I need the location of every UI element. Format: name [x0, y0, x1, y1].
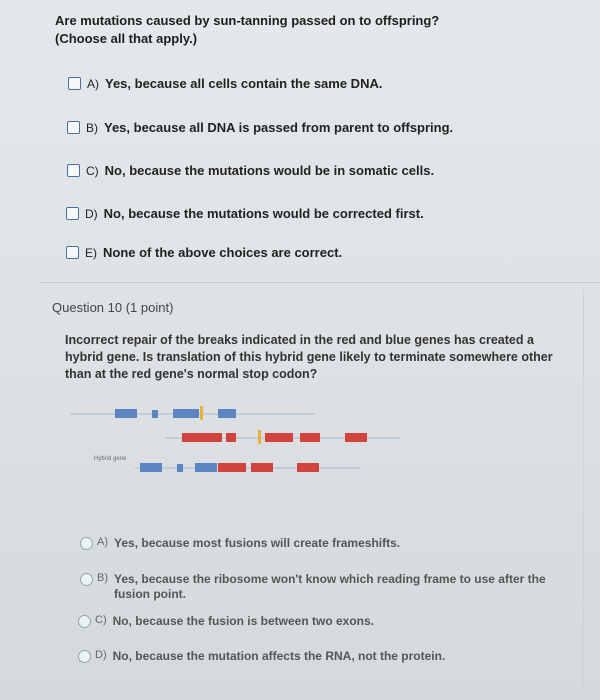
- hybrid-gene-label: Hybrid gene: [94, 456, 127, 462]
- option-b[interactable]: [67, 120, 453, 135]
- option-c-letter: C): [86, 163, 99, 178]
- option-e-letter: E): [85, 245, 97, 260]
- red-exon-4: [300, 433, 320, 442]
- q10-option-b-text: Yes, because the ribosome won't know which reading frame to use after the fusion point.: [114, 572, 546, 601]
- hybrid-red-exon-5: [297, 463, 319, 472]
- q10-option-a-text: Yes, because most fusions will create frameshifts.: [114, 536, 401, 550]
- q10-option-b[interactable]: [80, 572, 554, 602]
- blue-exon-1: [115, 409, 137, 418]
- hybrid-blue-exon-2: [177, 464, 183, 472]
- option-a-text: Yes, because all cells contain the same DNA.: [105, 76, 383, 91]
- q10-option-c[interactable]: [78, 614, 374, 628]
- question-10-header: Question 10 (1 point): [52, 300, 174, 315]
- question-1-instruction: (Choose all that apply.): [55, 31, 198, 46]
- q10-option-b-letter: B): [97, 572, 108, 584]
- blue-exon-4: [218, 409, 236, 418]
- blue-break-marker: [200, 406, 203, 420]
- question-10-prompt: Incorrect repair of the breaks indicated in the red and blue genes has created a hybrid gene. Is translation of this hybrid gene likely to terminate somewhere other than at the red gene's normal stop codon?: [65, 333, 553, 381]
- radio-a[interactable]: [80, 537, 93, 550]
- checkbox-b[interactable]: [67, 121, 80, 134]
- red-exon-1: [182, 433, 222, 442]
- q10-option-d-text: No, because the mutation affects the RNA, not the protein.: [112, 649, 446, 663]
- option-a[interactable]: [68, 76, 382, 91]
- red-exon-5: [345, 433, 367, 442]
- page-edge-line: [583, 290, 584, 690]
- hybrid-red-exon-4: [251, 463, 273, 472]
- option-e-text: None of the above choices are correct.: [103, 245, 343, 260]
- checkbox-e[interactable]: [66, 246, 79, 259]
- question-1-text: Are mutations caused by sun-tanning passed on to offspring?: [55, 13, 440, 28]
- question-1-title: [55, 12, 575, 48]
- blue-exon-2: [152, 410, 158, 418]
- section-divider: [40, 282, 600, 283]
- option-b-letter: B): [86, 120, 98, 135]
- radio-d[interactable]: [78, 650, 91, 663]
- checkbox-a[interactable]: [68, 77, 81, 90]
- option-b-text: Yes, because all DNA is passed from parent to offspring.: [104, 120, 454, 135]
- red-exon-3: [265, 433, 293, 442]
- red-break-marker: [258, 430, 261, 444]
- radio-b[interactable]: [80, 573, 93, 586]
- blue-exon-3: [173, 409, 199, 418]
- checkbox-d[interactable]: [66, 207, 79, 220]
- option-d[interactable]: [66, 206, 424, 221]
- option-d-text: No, because the mutations would be corrected first.: [103, 206, 424, 221]
- option-a-letter: A): [87, 76, 99, 91]
- q10-option-c-letter: C): [95, 614, 107, 626]
- option-c[interactable]: [67, 163, 434, 178]
- q10-option-a[interactable]: [80, 536, 400, 550]
- checkbox-c[interactable]: [67, 164, 80, 177]
- q10-option-d[interactable]: [78, 649, 445, 663]
- q10-option-d-letter: D): [95, 649, 107, 661]
- hybrid-red-exon-3: [218, 463, 246, 472]
- option-e[interactable]: [66, 245, 342, 260]
- red-exon-2: [226, 433, 236, 442]
- option-c-text: No, because the mutations would be in somatic cells.: [104, 163, 435, 178]
- hybrid-gene-diagram: [60, 402, 420, 482]
- hybrid-blue-exon-1: [140, 463, 162, 472]
- hybrid-blue-exon-3: [195, 463, 217, 472]
- q10-option-a-letter: A): [97, 536, 108, 548]
- q10-option-c-text: No, because the fusion is between two exons.: [112, 614, 374, 628]
- option-d-letter: D): [85, 206, 98, 221]
- radio-c[interactable]: [78, 615, 91, 628]
